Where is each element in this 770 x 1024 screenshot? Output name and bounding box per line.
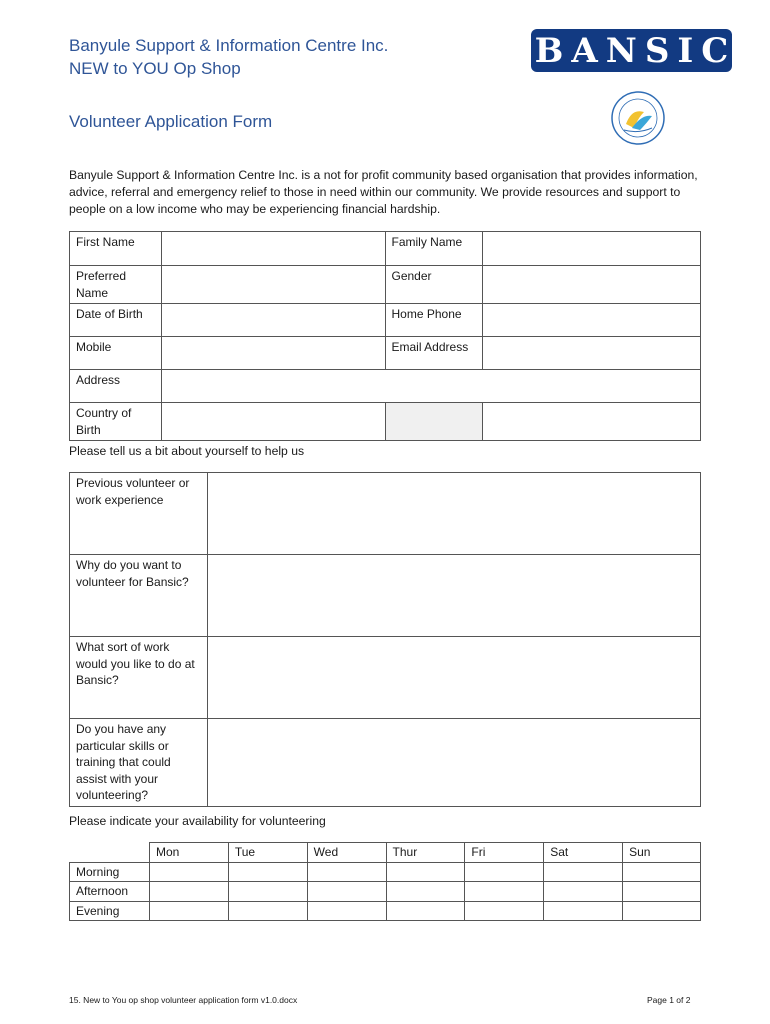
blank-shaded-cell: [385, 403, 483, 441]
blank-field[interactable]: [483, 403, 701, 441]
avail-cell[interactable]: [149, 901, 228, 921]
email-field[interactable]: [483, 337, 701, 370]
avail-cell[interactable]: [386, 882, 465, 902]
bansic-logo: BANSIC: [531, 29, 732, 72]
registered-charity-seal-icon: [608, 90, 668, 146]
first-name-field[interactable]: [161, 232, 385, 266]
availability-heading: Please indicate your availability for volunteering: [69, 814, 326, 828]
day-fri: Fri: [465, 843, 544, 863]
address-field[interactable]: [161, 370, 700, 403]
address-label: Address: [70, 370, 162, 403]
avail-cell[interactable]: [623, 901, 701, 921]
about-table: [69, 472, 701, 807]
home-phone-field[interactable]: [483, 304, 701, 337]
home-phone-label: Home Phone: [385, 304, 483, 337]
slot-afternoon: Afternoon: [70, 882, 150, 902]
q4-field[interactable]: [207, 719, 700, 807]
avail-cell[interactable]: [465, 882, 544, 902]
avail-cell[interactable]: [228, 901, 307, 921]
mobile-field[interactable]: [161, 337, 385, 370]
intro-paragraph: Banyule Support & Information Centre Inc. is a not for profit community based organisation that provides information, advice, referral and emergency relief to those in need within our community. We provide resources and support to people on a low income who may be experiencing financial hardship.: [69, 168, 698, 216]
day-tue: Tue: [228, 843, 307, 863]
footer-page-number: Page 1 of 2: [647, 995, 691, 1005]
preferred-name-label: Preferred Name: [70, 266, 162, 304]
about-heading: Please tell us a bit about yourself to help us: [69, 444, 305, 458]
country-label: Country of Birth: [70, 403, 162, 441]
q3-field[interactable]: [207, 637, 700, 719]
avail-cell[interactable]: [465, 862, 544, 882]
dob-label: Date of Birth: [70, 304, 162, 337]
avail-cell[interactable]: [386, 862, 465, 882]
avail-cell[interactable]: [544, 901, 623, 921]
family-name-label: Family Name: [385, 232, 483, 266]
avail-cell[interactable]: [544, 882, 623, 902]
country-field[interactable]: [161, 403, 385, 441]
slot-evening: Evening: [70, 901, 150, 921]
avail-cell[interactable]: [228, 882, 307, 902]
avail-cell[interactable]: [544, 862, 623, 882]
email-label: Email Address: [385, 337, 483, 370]
avail-cell[interactable]: [307, 901, 386, 921]
org-header: [69, 34, 388, 80]
day-sat: Sat: [544, 843, 623, 863]
avail-cell[interactable]: [465, 901, 544, 921]
avail-cell[interactable]: [228, 862, 307, 882]
q2-label: Why do you want to volunteer for Bansic?: [70, 555, 208, 637]
form-title: Volunteer Application Form: [69, 112, 273, 131]
avail-cell[interactable]: [307, 862, 386, 882]
q4-label: Do you have any particular skills or training that could assist with your volunteering?: [70, 719, 208, 807]
q2-field[interactable]: [207, 555, 700, 637]
org-name: Banyule Support & Information Centre Inc.: [69, 36, 389, 55]
avail-cell[interactable]: [623, 882, 701, 902]
preferred-name-field[interactable]: [161, 266, 385, 304]
family-name-field[interactable]: [483, 232, 701, 266]
q3-label: What sort of work would you like to do at Bansic?: [70, 637, 208, 719]
q1-field[interactable]: [207, 473, 700, 555]
day-thur: Thur: [386, 843, 465, 863]
shop-name: NEW to YOU Op Shop: [69, 59, 241, 78]
dob-field[interactable]: [161, 304, 385, 337]
day-wed: Wed: [307, 843, 386, 863]
avail-cell[interactable]: [307, 882, 386, 902]
first-name-label: First Name: [70, 232, 162, 266]
day-mon: Mon: [149, 843, 228, 863]
avail-cell[interactable]: [386, 901, 465, 921]
slot-morning: Morning: [70, 862, 150, 882]
avail-cell[interactable]: [623, 862, 701, 882]
avail-cell[interactable]: [149, 882, 228, 902]
avail-cell[interactable]: [149, 862, 228, 882]
corner-cell: [70, 843, 150, 863]
availability-table: [69, 842, 701, 921]
personal-details-table: [69, 231, 701, 441]
mobile-label: Mobile: [70, 337, 162, 370]
gender-label: Gender: [385, 266, 483, 304]
gender-field[interactable]: [483, 266, 701, 304]
footer-filename: 15. New to You op shop volunteer application form v1.0.docx: [69, 995, 298, 1005]
q1-label: Previous volunteer or work experience: [70, 473, 208, 555]
day-sun: Sun: [623, 843, 701, 863]
